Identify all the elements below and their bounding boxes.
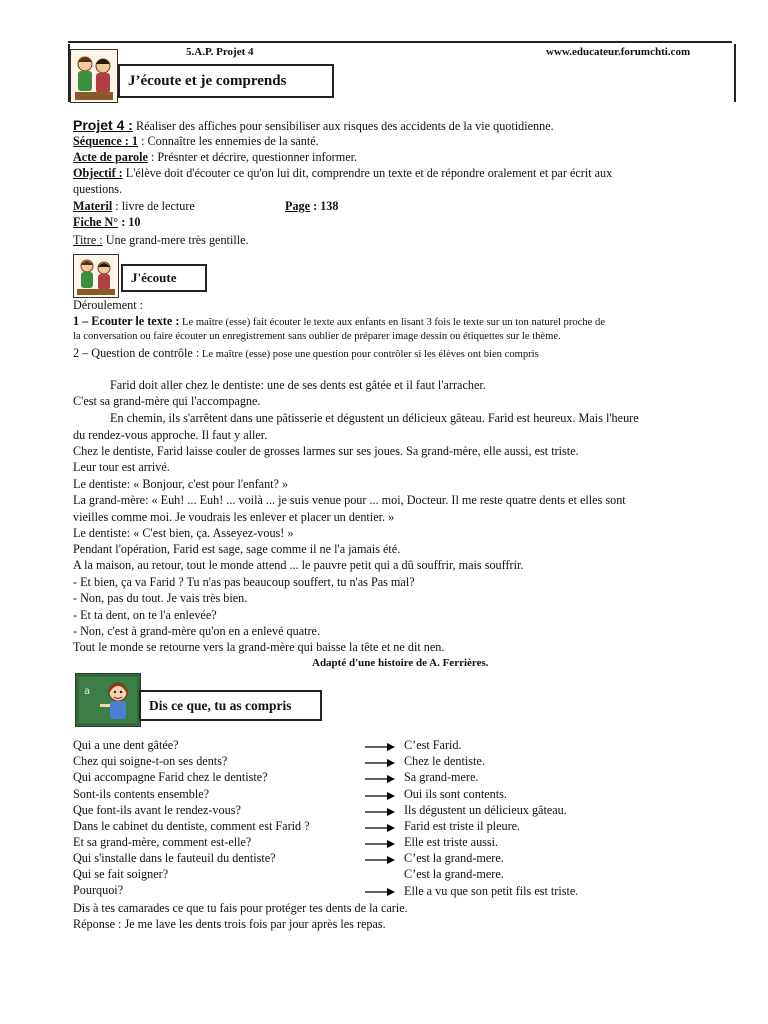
answer: C’est la grand-mere. bbox=[404, 867, 504, 881]
objectif-line-2: questions. bbox=[73, 182, 123, 196]
objectif-label: Objectif : bbox=[73, 166, 123, 180]
answer: Sa grand-mere. bbox=[404, 770, 479, 784]
acte-label: Acte de parole bbox=[73, 150, 148, 164]
story-line: Le dentiste: « Bonjour, c'est pour l'enfant? » bbox=[73, 477, 289, 491]
fiche-line bbox=[73, 215, 141, 230]
story-line: Chez le dentiste, Farid laisse couler de grosses larmes sur ses joues. Sa grand-mère, elle aussi, est triste. bbox=[73, 444, 579, 458]
story-line: - Non, pas du tout. Je vais très bien. bbox=[73, 591, 248, 605]
deroulement-label: Déroulement : bbox=[73, 298, 144, 312]
answer: Elle est triste aussi. bbox=[404, 835, 499, 849]
projet-line bbox=[73, 117, 554, 134]
answer: C’est Farid. bbox=[404, 738, 462, 752]
listening-icon bbox=[73, 254, 119, 298]
sequence-label: Séquence : 1 bbox=[73, 134, 138, 148]
materiel-text: : livre de lecture bbox=[112, 199, 195, 213]
story-line: du rendez-vous approche. Il faut y aller. bbox=[73, 428, 268, 442]
svg-text:a: a bbox=[84, 686, 91, 697]
step2-line bbox=[73, 346, 539, 361]
story-line: Tout le monde se retourne vers la grand-mère qui baisse la tête et ne dit nen. bbox=[73, 640, 445, 654]
story-source: Adapté d'une histoire de A. Ferrières. bbox=[312, 657, 489, 669]
header-rule bbox=[68, 41, 732, 43]
step1-line-2: la conversation ou faire écouter un enregistrement sans oublier de préparer image dessin ou étiquettes sur le thème. bbox=[73, 331, 561, 342]
arrow-right-icon bbox=[365, 823, 395, 833]
answer: Elle a vu que son petit fils est triste. bbox=[404, 884, 579, 898]
question: Sont-ils contents ensemble? bbox=[73, 787, 210, 801]
story-line: vieilles comme moi. Je voudrais les enlever et placer un dentier. » bbox=[73, 510, 395, 524]
question: Que font-ils avant le rendez-vous? bbox=[73, 803, 241, 817]
page-number: : 138 bbox=[310, 199, 339, 213]
projet-text: Réaliser des affiches pour sensibiliser aux risques des accidents de la vie quotidienne. bbox=[132, 119, 554, 133]
story-line: A la maison, au retour, tout le monde attend ... le pauvre petit qui a dû souffrir, mais souffrir. bbox=[73, 558, 524, 572]
girl-blackboard-icon bbox=[75, 673, 141, 727]
answer: C’est la grand-mere. bbox=[404, 851, 504, 865]
story-line: Le dentiste: « C'est bien, ça. Asseyez-vous! » bbox=[73, 526, 294, 540]
question: Qui a une dent gâtée? bbox=[73, 738, 179, 752]
story-line: - Et bien, ça va Farid ? Tu n'as pas beaucoup souffert, tu n'as Pas mal? bbox=[73, 575, 415, 589]
answer: Ils dégustent un délicieux gâteau. bbox=[404, 803, 567, 817]
step2-text: Le maître (esse) pose une question pour contrôler si les élèves ont bien compris bbox=[199, 349, 539, 360]
arrow-right-icon bbox=[365, 758, 395, 768]
step2-label: 2 – Question de contrôle : bbox=[73, 346, 200, 360]
titre-label: Titre : bbox=[73, 233, 103, 247]
question: Chez qui soigne-t-on ses dents? bbox=[73, 754, 228, 768]
acte-text: : Présnter et décrire, questionner informer. bbox=[147, 150, 358, 164]
answer: Oui ils sont contents. bbox=[404, 787, 507, 801]
arrow-right-icon bbox=[365, 887, 395, 897]
page-line bbox=[285, 199, 338, 214]
story-line: Farid doit aller chez le dentiste: une de ses dents est gâtée et il faut l'arracher. bbox=[110, 378, 486, 392]
step1-label: 1 – Ecouter le texte : bbox=[73, 314, 180, 328]
objectif-text: L'élève doit d'écouter ce qu'on lui dit, comprendre un texte et de répondre oralement et par écrit aux bbox=[122, 166, 613, 180]
projet-label: Projet 4 : bbox=[73, 117, 133, 133]
question: Dans le cabinet du dentiste, comment est Farid ? bbox=[73, 819, 310, 833]
titre-line bbox=[73, 233, 249, 248]
arrow-right-icon bbox=[365, 774, 395, 784]
answer: Chez le dentiste. bbox=[404, 754, 485, 768]
question: Qui accompagne Farid chez le dentiste? bbox=[73, 770, 268, 784]
comprendre-title: Dis ce que, tu as compris bbox=[139, 690, 322, 721]
question: Et sa grand-mère, comment est-elle? bbox=[73, 835, 252, 849]
arrow-right-icon bbox=[365, 742, 395, 752]
page-title: J’écoute et je comprends bbox=[118, 64, 334, 98]
question: Pourquoi? bbox=[73, 883, 124, 897]
final-answer: Réponse : Je me lave les dents trois fois par jour après les repas. bbox=[73, 917, 386, 931]
question: Qui se fait soigner? bbox=[73, 867, 169, 881]
step1-line bbox=[73, 314, 605, 329]
acte-line bbox=[73, 150, 357, 165]
story-line: La grand-mère: « Euh! ... Euh! ... voilà ... je suis venue pour ... moi, Docteur. Il me reste quatre dents et elles sont bbox=[73, 493, 626, 507]
fiche-number: : 10 bbox=[118, 215, 141, 229]
ecoute-title: J'écoute bbox=[121, 264, 207, 292]
arrow-right-icon bbox=[365, 855, 395, 865]
story-line: Pendant l'opération, Farid est sage, sage comme il ne l'a jamais été. bbox=[73, 542, 401, 556]
sequence-text: : Connaître les ennemies de la santé. bbox=[138, 134, 319, 148]
story-line: - Non, c'est à grand-mère qu'on en a enlevé quatre. bbox=[73, 624, 321, 638]
arrow-right-icon bbox=[365, 807, 395, 817]
header-website: www.educateur.forumchti.com bbox=[546, 46, 691, 58]
story-line: C'est sa grand-mère qui l'accompagne. bbox=[73, 394, 261, 408]
materiel-label: Materil bbox=[73, 199, 113, 213]
final-question: Dis à tes camarades ce que tu fais pour protéger tes dents de la carie. bbox=[73, 901, 408, 915]
page-label: Page bbox=[285, 199, 311, 213]
fiche-label: Fiche N° bbox=[73, 215, 119, 229]
arrow-right-icon bbox=[365, 839, 395, 849]
materiel-line bbox=[73, 199, 195, 214]
story-line: En chemin, ils s'arrêtent dans une pâtisserie et dégustent un délicieux gâteau. Farid est heureux. Mais l'heure bbox=[110, 411, 639, 425]
story-line: Leur tour est arrivé. bbox=[73, 460, 170, 474]
answer: Farid est triste il pleure. bbox=[404, 819, 521, 833]
objectif-line bbox=[73, 166, 612, 181]
story-line: - Et ta dent, on te l'a enlevée? bbox=[73, 608, 217, 622]
titre-text: Une grand-mere très gentille. bbox=[102, 233, 249, 247]
header-level: 5.A.P. Projet 4 bbox=[186, 46, 254, 58]
sequence-line bbox=[73, 134, 319, 149]
step1-text: Le maître (esse) fait écouter le texte aux enfants en lisant 3 fois le texte sur un ton naturel proche de bbox=[179, 317, 606, 328]
teacher-icon bbox=[70, 49, 118, 103]
question: Qui s'installe dans le fauteuil du dentiste? bbox=[73, 851, 276, 865]
arrow-right-icon bbox=[365, 791, 395, 801]
